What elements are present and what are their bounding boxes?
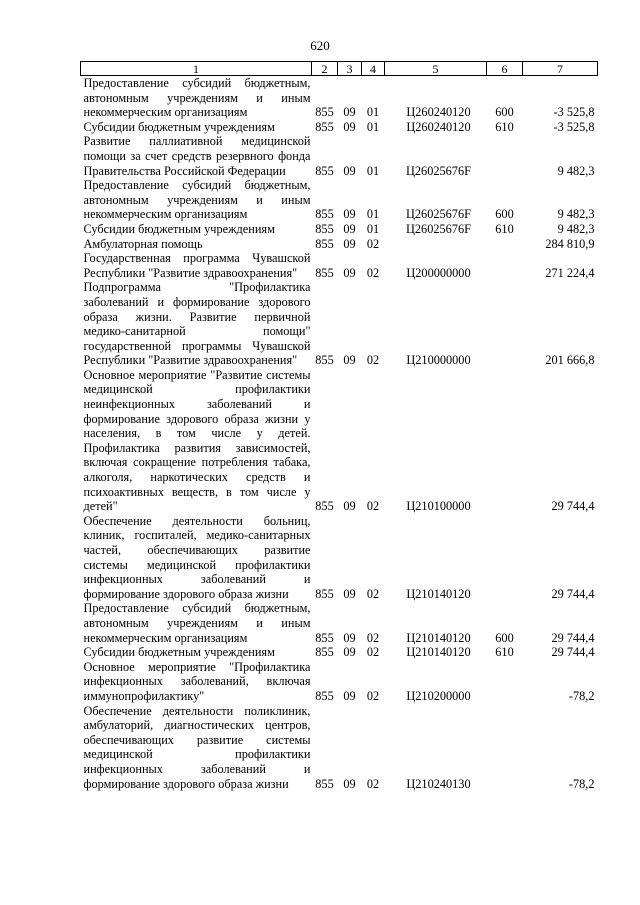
row-target-article <box>385 237 487 252</box>
row-subsection: 01 <box>366 119 380 134</box>
row-target-article: Ц26025676F <box>406 163 471 178</box>
row-section: 09 <box>343 105 356 120</box>
row-amount: 201 666,8 <box>545 353 595 368</box>
row-target-article: Ц260240120 <box>406 119 471 134</box>
row-name: Предоставление субсидий бюджетным, автономным учреждениям и иным некоммерческим организациям <box>83 178 311 222</box>
table-row <box>81 514 598 602</box>
row-expense-type: 600 <box>495 630 514 645</box>
row-target-article: Ц26025676F <box>406 207 471 222</box>
row-name: Подпрограмма "Профилактика заболеваний и формирование здорового образа жизни. Развитие первичной медико-санитарной помощи" государственной программы Чувашской Республики "Развитие здравоохранения" <box>83 280 311 368</box>
table-row <box>81 76 598 120</box>
row-target-article: Ц210140120 <box>406 630 471 645</box>
row-target-article: Ц210000000 <box>406 353 471 368</box>
row-name: Субсидии бюджетным учреждениям <box>83 221 275 236</box>
row-amount: -78,2 <box>568 688 595 703</box>
row-expense-type <box>487 660 523 704</box>
row-name: Амбулаторная помощь <box>83 236 203 251</box>
row-name: Предоставление субсидий бюджетным, автономным учреждениям и иным некоммерческим организациям <box>83 601 311 645</box>
row-section: 09 <box>343 776 356 791</box>
row-target-article: Ц210100000 <box>406 499 471 514</box>
table-row <box>81 368 598 514</box>
row-expense-type <box>487 237 523 252</box>
row-subsection: 01 <box>366 105 380 120</box>
header-col-2: 2 <box>312 62 338 76</box>
row-expense-type <box>487 251 523 280</box>
row-subsection: 02 <box>366 236 380 251</box>
row-admin-code: 855 <box>315 221 334 236</box>
row-subsection: 02 <box>366 688 380 703</box>
row-section: 09 <box>343 353 356 368</box>
row-expense-type <box>487 368 523 514</box>
row-subsection: 02 <box>366 265 380 280</box>
row-admin-code: 855 <box>315 236 334 251</box>
row-admin-code: 855 <box>315 645 334 660</box>
row-section: 09 <box>343 207 356 222</box>
row-section: 09 <box>343 236 356 251</box>
row-target-article: Ц26025676F <box>406 221 471 236</box>
table-row <box>81 704 598 792</box>
table-row <box>81 237 598 252</box>
table-row <box>81 120 598 135</box>
row-amount: 9 482,3 <box>557 221 595 236</box>
row-expense-type: 610 <box>495 119 514 134</box>
row-subsection: 02 <box>366 353 380 368</box>
table-row <box>81 280 598 368</box>
row-subsection: 02 <box>366 630 380 645</box>
table-row <box>81 178 598 222</box>
row-subsection: 01 <box>366 221 380 236</box>
row-name: Субсидии бюджетным учреждениям <box>83 645 275 660</box>
row-subsection: 02 <box>366 776 380 791</box>
row-section: 09 <box>343 688 356 703</box>
row-amount: -3 525,8 <box>553 119 595 134</box>
row-expense-type <box>487 134 523 178</box>
row-admin-code: 855 <box>315 688 334 703</box>
row-amount: 9 482,3 <box>557 207 595 222</box>
row-admin-code: 855 <box>315 776 334 791</box>
row-name: Обеспечение деятельности поликлиник, амбулаторий, диагностических центров, обеспечивающих развитие системы медицинской профилактики инфекционных заболеваний и формирование здорового образа жизни <box>83 703 311 791</box>
row-expense-type: 610 <box>495 221 514 236</box>
header-col-5: 5 <box>385 62 487 76</box>
table-row <box>81 251 598 280</box>
row-target-article: Ц210200000 <box>406 688 471 703</box>
header-col-7: 7 <box>523 62 598 76</box>
row-expense-type <box>487 514 523 602</box>
header-col-6: 6 <box>487 62 523 76</box>
row-amount: 271 224,4 <box>545 265 595 280</box>
table-row <box>81 660 598 704</box>
row-amount: 29 744,4 <box>551 586 595 601</box>
row-subsection: 02 <box>366 645 380 660</box>
table-row <box>81 601 598 645</box>
header-col-4: 4 <box>362 62 385 76</box>
row-admin-code: 855 <box>315 163 334 178</box>
row-expense-type: 600 <box>495 207 514 222</box>
header-col-1: 1 <box>81 62 312 76</box>
row-target-article: Ц210140120 <box>406 645 471 660</box>
row-amount: 284 810,9 <box>545 236 595 251</box>
row-section: 09 <box>343 221 356 236</box>
row-section: 09 <box>343 119 356 134</box>
row-subsection: 02 <box>366 499 380 514</box>
row-name: Государственная программа Чувашской Республики "Развитие здравоохранения" <box>83 251 311 280</box>
row-admin-code: 855 <box>315 353 334 368</box>
row-expense-type <box>487 280 523 368</box>
row-target-article: Ц210240130 <box>406 776 471 791</box>
row-section: 09 <box>343 265 356 280</box>
row-admin-code: 855 <box>315 207 334 222</box>
row-name: Субсидии бюджетным учреждениям <box>83 119 275 134</box>
page-number: 620 <box>310 38 330 53</box>
row-amount: -3 525,8 <box>553 105 595 120</box>
row-admin-code: 855 <box>315 630 334 645</box>
row-target-article: Ц260240120 <box>406 105 471 120</box>
row-section: 09 <box>343 645 356 660</box>
row-target-article: Ц210140120 <box>406 586 471 601</box>
row-admin-code: 855 <box>315 265 334 280</box>
row-subsection: 01 <box>366 163 380 178</box>
row-section: 09 <box>343 630 356 645</box>
row-subsection: 02 <box>366 586 380 601</box>
row-amount: 9 482,3 <box>557 163 595 178</box>
table-row <box>81 222 598 237</box>
row-amount: 29 744,4 <box>551 630 595 645</box>
row-name: Основное мероприятие "Профилактика инфекционных заболеваний, включая иммунопрофилактику" <box>83 659 311 703</box>
budget-table <box>80 61 598 791</box>
row-amount: -78,2 <box>568 776 595 791</box>
row-admin-code: 855 <box>315 499 334 514</box>
row-target-article: Ц200000000 <box>406 265 471 280</box>
row-admin-code: 855 <box>315 105 334 120</box>
row-admin-code: 855 <box>315 119 334 134</box>
table-header-row <box>81 62 598 76</box>
row-section: 09 <box>343 586 356 601</box>
row-amount: 29 744,4 <box>551 499 595 514</box>
row-expense-type: 600 <box>495 105 514 120</box>
table-row <box>81 645 598 660</box>
table-row <box>81 134 598 178</box>
row-name: Обеспечение деятельности больниц, клиник, госпиталей, медико-санитарных частей, обеспечивающих развитие системы медицинской профилактики инфекционных заболеваний и формирование здорового образа жизни <box>83 513 311 601</box>
row-section: 09 <box>343 163 356 178</box>
row-admin-code: 855 <box>315 586 334 601</box>
header-col-3: 3 <box>338 62 362 76</box>
row-name: Предоставление субсидий бюджетным, автономным учреждениям и иным некоммерческим организациям <box>83 76 311 120</box>
row-name: Развитие паллиативной медицинской помощи за счет средств резервного фонда Правительства Российской Федерации <box>83 134 311 178</box>
row-expense-type: 610 <box>495 645 514 660</box>
row-section: 09 <box>343 499 356 514</box>
row-amount: 29 744,4 <box>551 645 595 660</box>
row-expense-type <box>487 704 523 792</box>
row-subsection: 01 <box>366 207 380 222</box>
row-name: Основное мероприятие "Развитие системы медицинской профилактики неинфекционных заболеваний и формирование здорового образа жизни у населения, в том числе у детей. Профилактика развития зависимостей, включая сокращение потребления табака, алкоголя, наркотических средств и психоактивных веществ, в том числе у детей" <box>83 367 311 514</box>
